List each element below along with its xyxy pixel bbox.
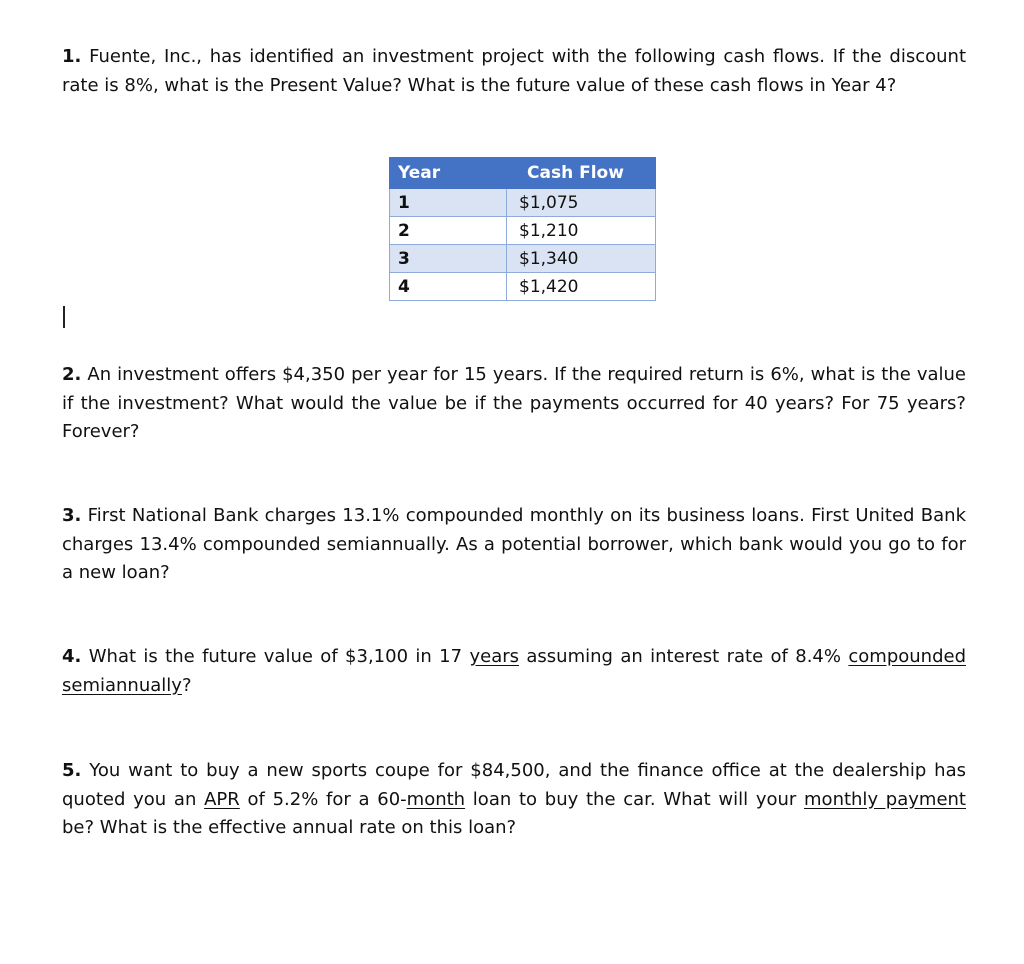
question-text: What is the future value of $3,100 in 17 (81, 646, 470, 667)
underlined-term: compounded semiannually (62, 646, 966, 696)
question-text: of 5.2% for a 60- (239, 788, 407, 810)
text-cursor[interactable] (63, 306, 65, 328)
question-number: 4. (62, 646, 82, 667)
question-text: loan to buy the car. What will your (465, 788, 805, 810)
year-cell: 4 (390, 273, 507, 301)
underlined-term: monthly payment (804, 788, 966, 810)
question-2 (62, 361, 966, 447)
table-row (390, 245, 656, 273)
question-number: 1. (62, 46, 82, 67)
year-cell: 3 (390, 245, 507, 273)
cash-flow-cell: $1,075 (507, 189, 656, 217)
underlined-term: month (406, 788, 466, 810)
question-text: An investment offers $4,350 per year for 15 years. If the required return is 6%, what is the value if the investment? What would the value be if the payments occurred for 40 years? For 75 years? Forever? (62, 364, 966, 442)
question-4 (62, 643, 966, 700)
question-text: ? (181, 674, 192, 696)
underlined-term: years (469, 646, 520, 667)
question-text: Fuente, Inc., has identified an investment project with the following cash flows. If the discount rate is 8%, what is the Present Value? What is the future value of these cash flows in Year 4? (62, 46, 966, 96)
year-cell: 1 (390, 189, 507, 217)
cash-flow-cell: $1,420 (507, 273, 656, 301)
question-text: be? What is the effective annual rate on this loan? (62, 817, 517, 838)
question-5 (62, 757, 966, 843)
table-row (390, 189, 656, 217)
question-number: 5. (62, 760, 82, 781)
question-text: assuming an interest rate of 8.4% (519, 646, 849, 667)
cash-flow-table (389, 157, 656, 301)
question-text: You want to buy a new sports coupe for $84,500, and the finance office at the dealership has quoted you an (62, 760, 966, 810)
question-1 (62, 43, 966, 100)
cash-flow-cell: $1,210 (507, 217, 656, 245)
cash-flow-cell: $1,340 (507, 245, 656, 273)
table-header-row (390, 158, 656, 189)
underlined-term: APR (204, 788, 240, 810)
year-cell: 2 (390, 217, 507, 245)
cash-flow-column-header: Cash Flow (507, 158, 656, 189)
table-row (390, 273, 656, 301)
year-column-header: Year (390, 158, 507, 189)
table-row (390, 217, 656, 245)
question-text: First National Bank charges 13.1% compounded monthly on its business loans. First United Bank charges 13.4% compounded semiannually. As a potential borrower, which bank would you go to for a new loan? (62, 505, 966, 583)
question-number: 2. (62, 364, 82, 385)
question-number: 3. (62, 505, 82, 526)
question-3 (62, 502, 966, 588)
